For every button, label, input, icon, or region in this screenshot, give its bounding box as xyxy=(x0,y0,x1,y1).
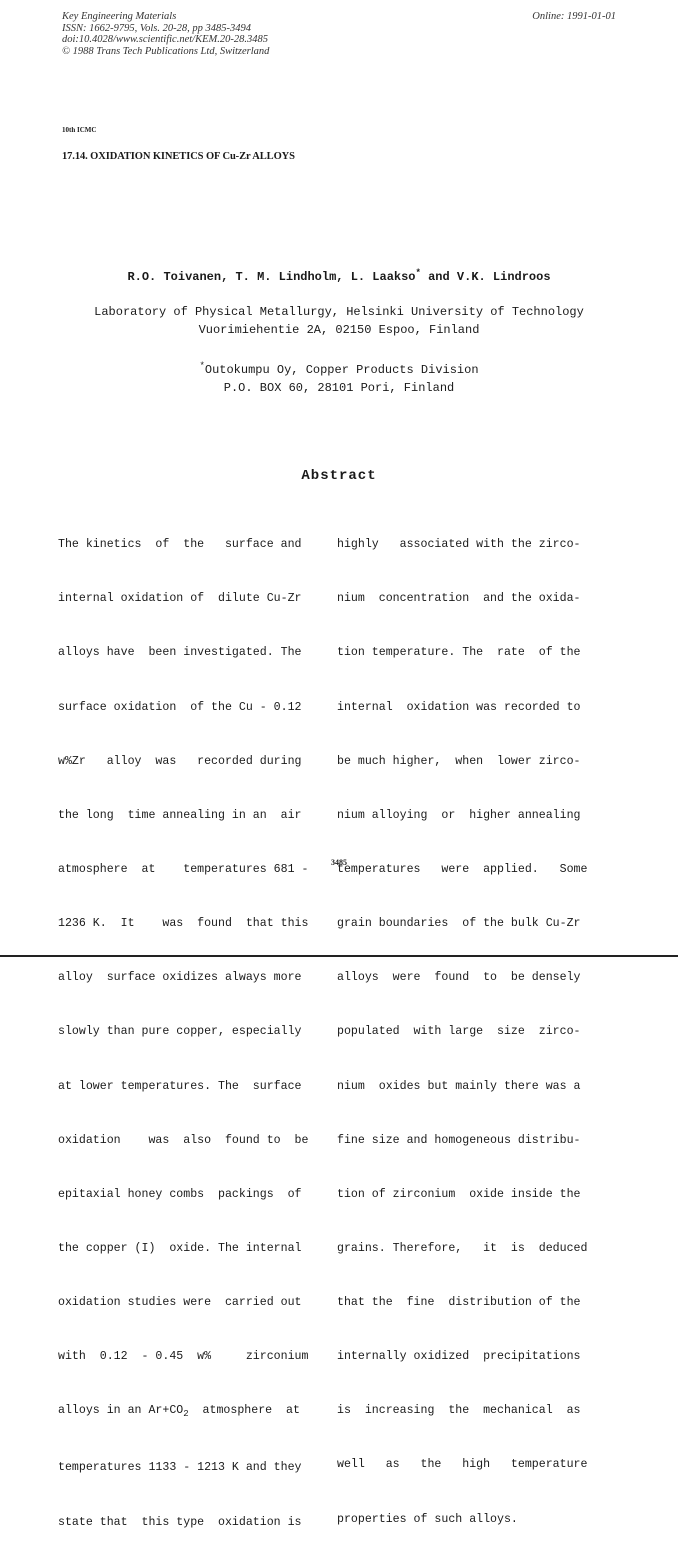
text-line: populated with large size zirco- xyxy=(337,1025,581,1039)
doi-line: doi:10.4028/www.scientific.net/KEM.20-28.3485 xyxy=(62,34,268,46)
text-line: nium concentration and the oxida- xyxy=(337,592,581,606)
text-line: temperatures were applied. Some xyxy=(337,862,588,876)
bottom-rule xyxy=(0,955,678,957)
author-names: R.O. Toivanen, T. M. Lindholm, L. Laakso xyxy=(127,270,416,284)
abstract-heading: Abstract xyxy=(301,468,377,484)
text-line: state that this type oxidation is xyxy=(58,1515,302,1529)
text-line: surface oxidation of the Cu - 0.12 xyxy=(58,700,302,714)
copyright-line: © 1988 Trans Tech Publications Ltd, Switzerland xyxy=(62,45,270,57)
text-line: the copper (I) oxide. The internal xyxy=(58,1241,302,1255)
text-line: nium oxides but mainly there was a xyxy=(337,1079,581,1093)
text-line: alloys have been investigated. The xyxy=(58,646,302,660)
text-line: internal oxidation was recorded to xyxy=(337,700,581,714)
author-affiliation-mark: * xyxy=(415,268,421,278)
text-line: oxidation was also found to be xyxy=(58,1133,309,1147)
text-line: nium alloying or higher annealing xyxy=(337,808,581,822)
text-line: that the fine distribution of the xyxy=(337,1296,581,1310)
text-line: temperatures 1133 - 1213 K and they xyxy=(58,1461,302,1475)
abstract-right-column xyxy=(337,500,587,1547)
issn-line: ISSN: 1662-9795, Vols. 20-28, pp 3485-3494 xyxy=(62,22,251,34)
text-line: properties of such alloys. xyxy=(337,1512,518,1526)
text-line: oxidation studies were carried out xyxy=(58,1296,302,1310)
text-line: be much higher, when lower zirco- xyxy=(337,754,581,768)
text-line: alloys in an $Ar+CO_2$ atmosphere at xyxy=(58,1404,300,1420)
affiliation-secondary xyxy=(0,357,678,397)
affiliation-address: Vuorimiehentie 2A, 02150 Espoo, Finland xyxy=(198,323,480,337)
text-line: internally oxidized precipitations xyxy=(337,1350,581,1364)
page-number: 3485 xyxy=(331,858,347,867)
affiliation-line: *Outokumpu Oy, Copper Products Division xyxy=(199,361,479,377)
text-line: fine size and homogeneous distribu- xyxy=(337,1133,581,1147)
online-date: Online: 1991-01-01 xyxy=(532,11,616,22)
text-line: tion of zirconium oxide inside the xyxy=(337,1187,581,1201)
subscript: 2 xyxy=(183,1409,189,1420)
conference-label: 10th ICMC xyxy=(62,126,97,134)
affiliation-line: Laboratory of Physical Metallurgy, Helsinki University of Technology xyxy=(94,305,584,319)
citation-block xyxy=(62,11,269,57)
text-line: tion temperature. The rate of the xyxy=(337,646,581,660)
text-line: at lower temperatures. The surface xyxy=(58,1079,302,1093)
text-line: the long time annealing in an air xyxy=(58,808,302,822)
text-line: with 0.12 - 0.45 w% zirconium xyxy=(58,1350,309,1364)
affiliation-address: P.O. BOX 60, 28101 Pori, Finland xyxy=(223,381,455,395)
text-line: slowly than pure copper, especially xyxy=(58,1025,302,1039)
affiliation-mark: * xyxy=(199,361,205,371)
author-list xyxy=(0,268,678,284)
author-names-last: and V.K. Lindroos xyxy=(420,270,551,284)
text-line: grains. Therefore, it is deduced xyxy=(337,1241,588,1255)
text-line: alloys were found to be densely xyxy=(337,971,581,985)
text-line: w%Zr alloy was recorded during xyxy=(58,754,302,768)
text-line: internal oxidation of dilute Cu-Zr xyxy=(58,592,302,606)
text-line: grain boundaries of the bulk Cu-Zr xyxy=(337,917,581,931)
text-line: alloy surface oxidizes always more xyxy=(58,971,302,985)
text-line: well as the high temperature xyxy=(337,1458,588,1472)
text-line: highly associated with the zirco- xyxy=(337,538,581,552)
paper-title: 17.14. OXIDATION KINETICS OF Cu-Zr ALLOYS xyxy=(62,151,295,162)
text-line: is increasing the mechanical as xyxy=(337,1404,581,1418)
affiliation-primary xyxy=(0,303,678,339)
journal-name: Key Engineering Materials xyxy=(62,11,177,22)
text-line: The kinetics of the surface and xyxy=(58,538,302,552)
text-line: epitaxial honey combs packings of xyxy=(58,1187,302,1201)
abstract-left-column xyxy=(58,500,308,1550)
text-line: 1236 K. It was found that this xyxy=(58,917,309,931)
text-line: atmosphere at temperatures 681 - xyxy=(58,862,309,876)
